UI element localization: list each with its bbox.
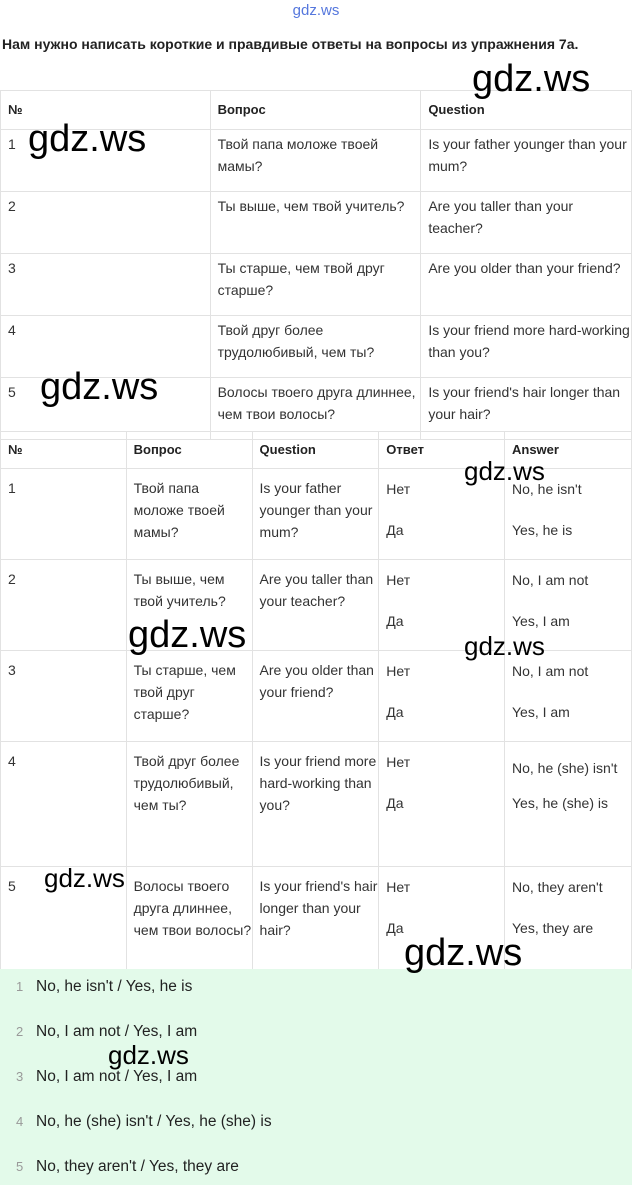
row-question-en: Is your father younger than your mum? <box>252 469 379 560</box>
answer-yes: Yes, I am <box>512 704 570 720</box>
row-question-en: Is your father younger than your mum? <box>421 130 632 192</box>
col-header-question: Question <box>421 91 632 130</box>
col-header-vopros: Вопрос <box>210 91 421 130</box>
answer-no: No, he (she) isn't <box>512 760 618 776</box>
table-row <box>1 651 632 742</box>
list-item-number: 4 <box>16 1114 24 1129</box>
row-question-en: Is your friend's hair longer than your hair? <box>421 378 632 440</box>
row-question-ru: Ты старше, чем твой друг старше? <box>210 254 421 316</box>
row-otvet <box>379 742 505 867</box>
row-question-ru: Твой папа моложе твоей мамы? <box>126 469 252 560</box>
list-item-text: No, he (she) isn't / Yes, he (she) is <box>36 1113 272 1130</box>
row-question-en: Is your friend more hard-working than you? <box>252 742 379 867</box>
otvet-no: Нет <box>386 754 411 770</box>
list-item-number: 5 <box>16 1159 24 1174</box>
col-header-vopros: Вопрос <box>126 432 252 469</box>
row-answer <box>505 651 632 742</box>
table-row <box>1 254 632 316</box>
list-item <box>16 978 192 996</box>
list-item-number: 3 <box>16 1069 24 1084</box>
row-number: 2 <box>1 192 211 254</box>
watermark: gdz.ws <box>464 456 545 486</box>
row-number: 3 <box>1 254 211 316</box>
row-number: 4 <box>1 316 211 378</box>
watermark: gdz.ws <box>472 58 591 100</box>
row-number: 4 <box>1 742 127 867</box>
watermark-top: gdz.ws <box>292 2 340 19</box>
watermark: gdz.ws <box>40 366 159 408</box>
list-item <box>16 1158 239 1176</box>
row-question-en: Are you older than your friend? <box>421 254 632 316</box>
otvet-no: Нет <box>386 572 411 588</box>
row-number: 5 <box>1 867 127 971</box>
answer-yes: Yes, they are <box>512 920 594 936</box>
otvet-no: Нет <box>386 481 411 497</box>
col-header-answer: Answer <box>505 432 632 469</box>
table-row <box>1 192 632 254</box>
watermark: gdz.ws <box>28 118 147 160</box>
answer-no: No, he isn't <box>512 481 582 497</box>
row-question-ru: Твой друг более трудолюбивый, чем ты? <box>210 316 421 378</box>
row-question-ru: Ты выше, чем твой учитель? <box>210 192 421 254</box>
list-item <box>16 1023 197 1041</box>
watermark: gdz.ws <box>464 631 545 661</box>
row-question-ru: Волосы твоего друга длиннее, чем твои волосы? <box>210 378 421 440</box>
otvet-yes: Да <box>386 920 404 936</box>
answers-summary <box>0 969 632 1185</box>
list-item-number: 1 <box>16 979 24 994</box>
list-item-number: 2 <box>16 1024 24 1039</box>
watermark: gdz.ws <box>44 863 125 893</box>
answer-no: No, I am not <box>512 663 589 679</box>
col-header-number: № <box>1 432 127 469</box>
row-question-en: Is your friend more hard-working than you? <box>421 316 632 378</box>
list-item-text: No, he isn't / Yes, he is <box>36 978 193 995</box>
row-question-ru: Твой друг более трудолюбивый, чем ты? <box>126 742 252 867</box>
row-otvet <box>379 651 505 742</box>
row-number: 1 <box>1 469 127 560</box>
answer-no: No, they aren't <box>512 879 603 895</box>
row-question-ru: Ты выше, чем твой учитель? <box>126 560 252 651</box>
row-number: 3 <box>1 651 127 742</box>
table-row <box>1 742 632 867</box>
list-item <box>16 1113 272 1131</box>
row-question-ru: Волосы твоего друга длиннее, чем твои волосы? <box>126 867 252 971</box>
list-item-text: No, I am not / Yes, I am <box>36 1068 198 1085</box>
col-header-otvet: Ответ <box>379 432 505 469</box>
row-question-en: Are you taller than your teacher? <box>421 192 632 254</box>
answer-yes: Yes, he is <box>512 522 573 538</box>
row-answer <box>505 867 632 971</box>
watermark: gdz.ws <box>404 932 523 974</box>
row-answer <box>505 742 632 867</box>
otvet-no: Нет <box>386 879 411 895</box>
list-item-text: No, I am not / Yes, I am <box>36 1023 198 1040</box>
otvet-yes: Да <box>386 704 404 720</box>
col-header-number: № <box>1 91 211 130</box>
row-question-en: Are you taller than your teacher? <box>252 560 379 651</box>
answer-yes: Yes, he (she) is <box>512 795 608 811</box>
watermark: gdz.ws <box>108 1040 189 1070</box>
row-number: 5 <box>1 378 211 440</box>
otvet-no: Нет <box>386 663 411 679</box>
watermark: gdz.ws <box>128 614 247 656</box>
row-number: 2 <box>1 560 127 651</box>
answer-no: No, I am not <box>512 572 589 588</box>
intro-text: Нам нужно написать короткие и правдивые ответы на вопросы из упражнения 7а. <box>2 36 579 52</box>
answer-yes: Yes, I am <box>512 613 570 629</box>
row-number: 1 <box>1 130 211 192</box>
otvet-yes: Да <box>386 613 404 629</box>
otvet-yes: Да <box>386 795 404 811</box>
col-header-question: Question <box>252 432 379 469</box>
list-item-text: No, they aren't / Yes, they are <box>36 1158 239 1175</box>
row-question-en: Are you older than your friend? <box>252 651 379 742</box>
row-question-en: Is your friend's hair longer than your hair? <box>252 867 379 971</box>
otvet-yes: Да <box>386 522 404 538</box>
row-question-ru: Твой папа моложе твоей мамы? <box>210 130 421 192</box>
row-question-ru: Ты старше, чем твой друг старше? <box>126 651 252 742</box>
